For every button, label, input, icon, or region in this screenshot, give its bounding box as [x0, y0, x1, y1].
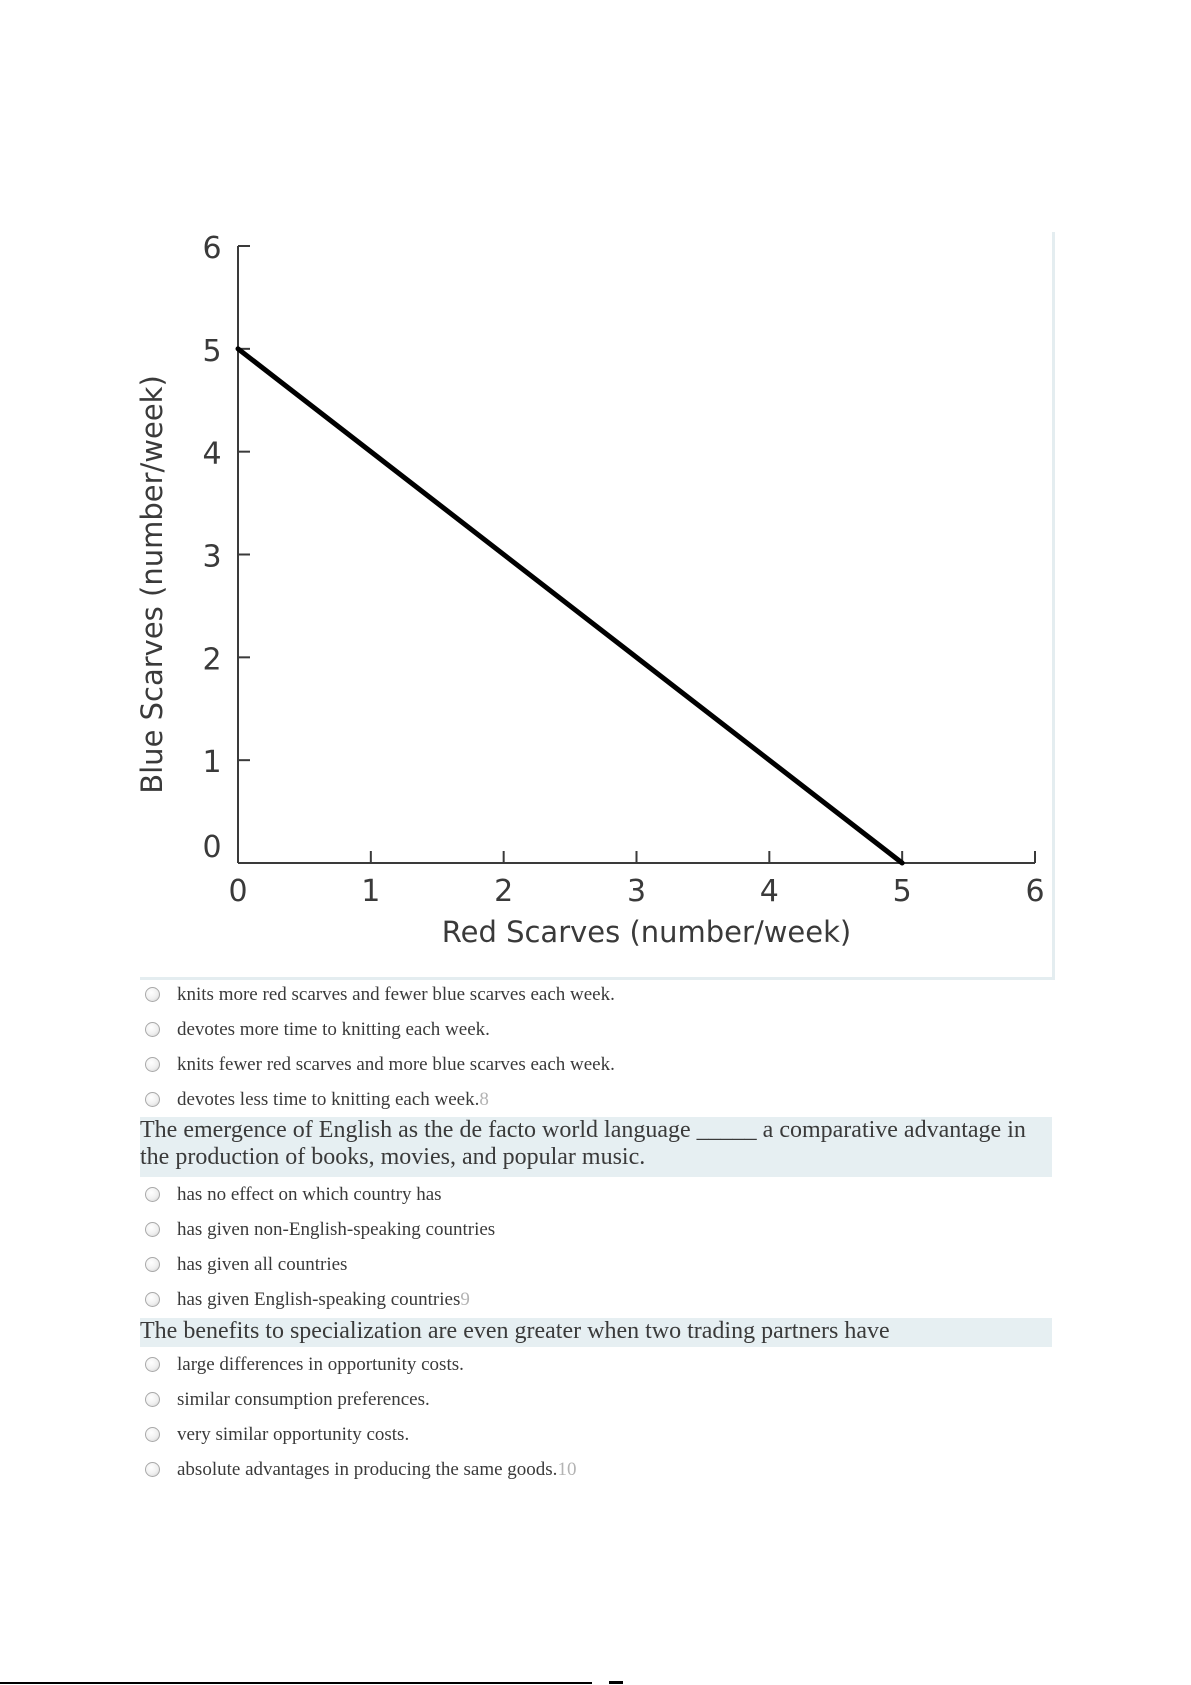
question7-options: [140, 977, 1052, 1117]
radio-button[interactable]: [145, 987, 160, 1002]
x-tick-label: 5: [892, 874, 912, 909]
option-label: large differences in opportunity costs.: [177, 1353, 464, 1375]
option-label: knits fewer red scarves and more blue scarves each week.: [177, 1053, 615, 1075]
option[interactable]: [140, 1347, 1052, 1382]
question9-text: The benefits to specialization are even greater when two trading partners have: [140, 1318, 1052, 1347]
option[interactable]: [140, 1282, 1052, 1317]
radio-button[interactable]: [145, 1022, 160, 1037]
x-tick-label: 6: [1025, 874, 1045, 909]
x-tick-label: 4: [759, 874, 779, 909]
radio-button[interactable]: [145, 1392, 160, 1407]
option-label: has given English-speaking countries: [177, 1288, 461, 1310]
question-number: 10: [557, 1458, 577, 1480]
option-label: absolute advantages in producing the same goods.: [177, 1458, 558, 1480]
x-tick-label: 2: [494, 874, 514, 909]
option[interactable]: [140, 1452, 1052, 1487]
x-axis-title: Red Scarves (number/week): [441, 915, 852, 949]
radio-button[interactable]: [145, 1357, 160, 1372]
radio-button[interactable]: [145, 1222, 160, 1237]
ppf-chart: [135, 231, 1055, 980]
x-tick-label: 1: [361, 874, 381, 909]
y-tick-label: 6: [202, 231, 222, 266]
option-label: similar consumption preferences.: [177, 1388, 430, 1410]
option[interactable]: [140, 1012, 1052, 1047]
radio-button[interactable]: [145, 1092, 160, 1107]
option-label: knits more red scarves and fewer blue scarves each week.: [177, 983, 615, 1005]
option[interactable]: [140, 1382, 1052, 1417]
option-label: has given all countries: [177, 1253, 348, 1275]
option[interactable]: [140, 1047, 1052, 1082]
footer-mark: [609, 1681, 623, 1684]
y-tick-label: 2: [202, 642, 222, 678]
option-label: has no effect on which country has: [177, 1183, 442, 1205]
radio-button[interactable]: [145, 1462, 160, 1477]
y-tick-label: 0: [202, 830, 222, 865]
option[interactable]: [140, 1177, 1052, 1212]
option[interactable]: [140, 1212, 1052, 1247]
question9-options: [140, 1347, 1052, 1487]
y-tick-label: 5: [202, 333, 222, 369]
option[interactable]: [140, 1247, 1052, 1282]
option-label: has given non-English-speaking countries: [177, 1218, 496, 1240]
question-number: 9: [460, 1288, 470, 1310]
option-label: devotes more time to knitting each week.: [177, 1018, 490, 1040]
ppf-chart-svg: [135, 231, 1052, 977]
radio-button[interactable]: [145, 1187, 160, 1202]
y-tick-label: 1: [202, 745, 222, 781]
x-tick-label: 0: [228, 874, 248, 909]
question-number: 8: [479, 1088, 489, 1110]
ppf-line: [238, 349, 902, 863]
option[interactable]: [140, 1417, 1052, 1452]
y-axis-title: Blue Scarves (number/week): [135, 375, 169, 794]
option[interactable]: [140, 1082, 1052, 1117]
radio-button[interactable]: [145, 1257, 160, 1272]
y-tick-label: 3: [202, 539, 222, 575]
option-label: devotes less time to knitting each week.: [177, 1088, 480, 1110]
footer-rule: [0, 1682, 592, 1684]
question8-text: The emergence of English as the de facto world language _____ a comparative advantage in the production of books, movies, and popular music.: [140, 1117, 1052, 1177]
radio-button[interactable]: [145, 1427, 160, 1442]
radio-button[interactable]: [145, 1057, 160, 1072]
x-tick-label: 3: [626, 874, 647, 909]
option-label: very similar opportunity costs.: [177, 1423, 410, 1445]
radio-button[interactable]: [145, 1292, 160, 1307]
question8-options: [140, 1177, 1052, 1317]
y-tick-label: 4: [202, 436, 222, 472]
option[interactable]: [140, 977, 1052, 1012]
